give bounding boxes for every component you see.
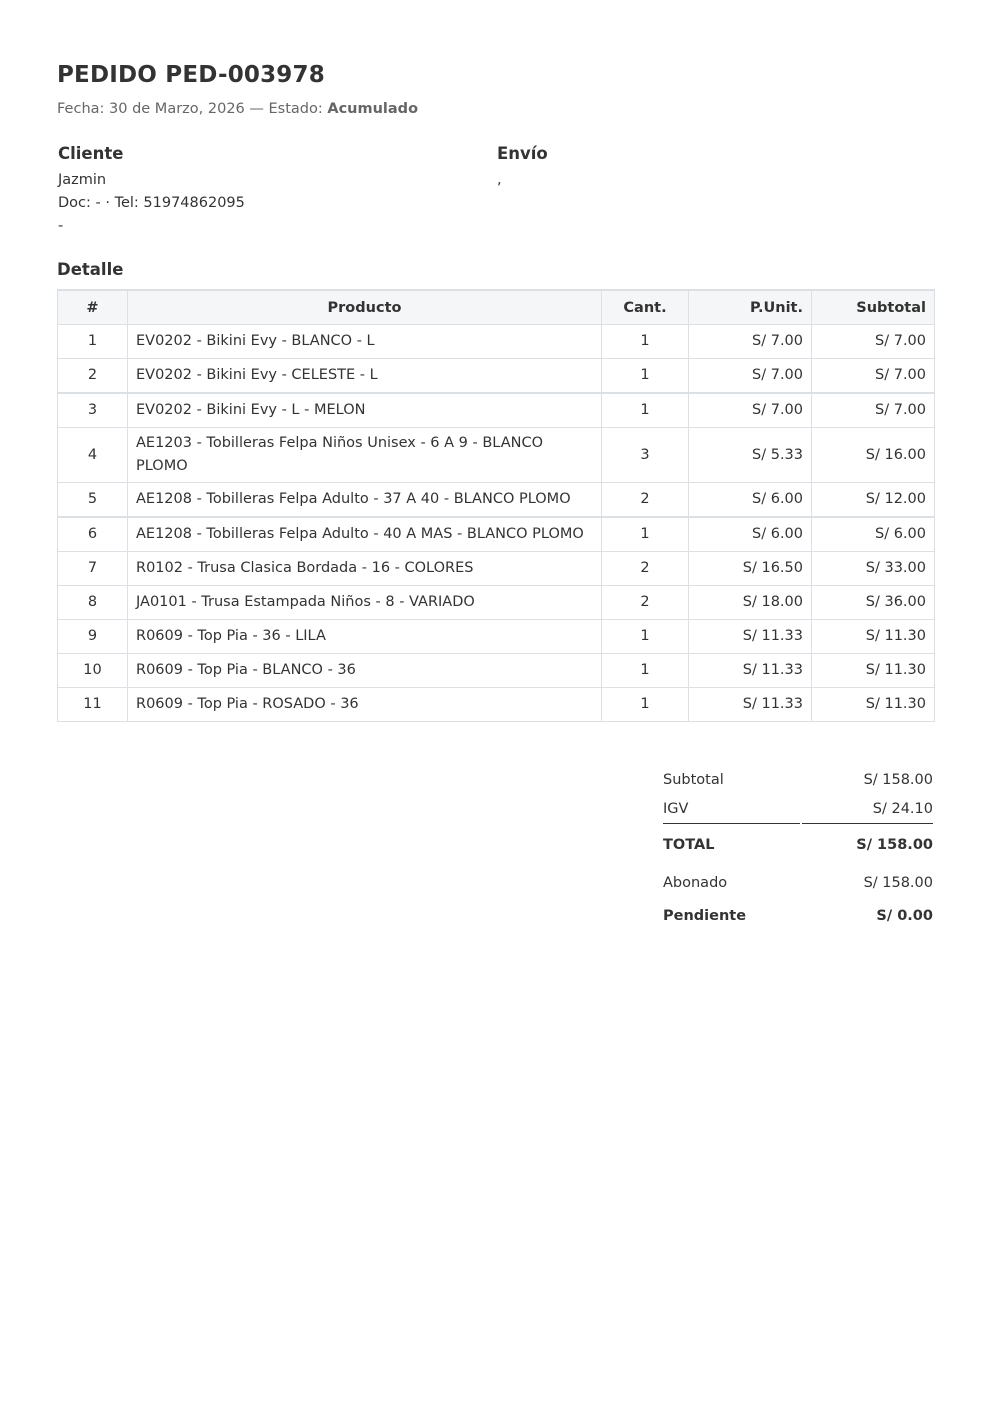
page-title: PEDIDO PED-003978 bbox=[57, 62, 325, 88]
cell-product: AE1208 - Tobilleras Felpa Adulto - 37 A 40 - BLANCO PLOMO bbox=[128, 483, 602, 518]
client-name: Jazmin bbox=[58, 172, 107, 188]
cell-number: 4 bbox=[58, 428, 128, 483]
cell-number: 5 bbox=[58, 483, 128, 518]
igv-value: S/ 24.10 bbox=[872, 801, 933, 817]
cell-product: EV0202 - Bikini Evy - BLANCO - L bbox=[128, 325, 602, 359]
subtotal-label: Subtotal bbox=[663, 772, 724, 788]
cell-product: AE1203 - Tobilleras Felpa Niños Unisex - 6 A 9 - BLANCO PLOMO bbox=[128, 428, 602, 483]
table-row bbox=[58, 552, 935, 586]
client-heading: Cliente bbox=[58, 144, 124, 163]
cell-quantity: 1 bbox=[602, 517, 689, 552]
cell-number: 7 bbox=[58, 552, 128, 586]
table-row bbox=[58, 688, 935, 722]
column-header-quantity: Cant. bbox=[602, 290, 689, 325]
total-row bbox=[663, 834, 933, 856]
subtotal-row bbox=[663, 766, 933, 797]
cell-quantity: 2 bbox=[602, 586, 689, 620]
cell-product: R0609 - Top Pia - 36 - LILA bbox=[128, 620, 602, 654]
cell-product: JA0101 - Trusa Estampada Niños - 8 - VARIADO bbox=[128, 586, 602, 620]
client-doc-phone: Doc: - · Tel: 51974862095 bbox=[58, 195, 245, 211]
cell-unit-price: S/ 6.00 bbox=[689, 517, 812, 552]
cell-unit-price: S/ 6.00 bbox=[689, 483, 812, 518]
table-row bbox=[58, 428, 935, 483]
divider-left bbox=[663, 823, 800, 824]
cell-quantity: 1 bbox=[602, 325, 689, 359]
column-header-number: # bbox=[58, 290, 128, 325]
cell-unit-price: S/ 5.33 bbox=[689, 428, 812, 483]
cell-unit-price: S/ 16.50 bbox=[689, 552, 812, 586]
order-meta bbox=[57, 101, 418, 117]
table-row bbox=[58, 393, 935, 428]
cell-product: EV0202 - Bikini Evy - CELESTE - L bbox=[128, 359, 602, 394]
paid-row bbox=[663, 872, 933, 894]
cell-number: 3 bbox=[58, 393, 128, 428]
paid-label: Abonado bbox=[663, 875, 728, 891]
cell-subtotal: S/ 11.30 bbox=[812, 654, 935, 688]
order-date: 30 de Marzo, 2026 bbox=[109, 101, 245, 117]
table-row bbox=[58, 359, 935, 394]
cell-unit-price: S/ 7.00 bbox=[689, 359, 812, 394]
items-table bbox=[57, 289, 935, 722]
cell-subtotal: S/ 11.30 bbox=[812, 620, 935, 654]
igv-label: IGV bbox=[663, 801, 689, 817]
cell-number: 10 bbox=[58, 654, 128, 688]
table-header-row bbox=[58, 290, 935, 325]
divider-right bbox=[802, 823, 933, 824]
column-header-unit-price: P.Unit. bbox=[689, 290, 812, 325]
cell-number: 9 bbox=[58, 620, 128, 654]
cell-product: AE1208 - Tobilleras Felpa Adulto - 40 A MAS - BLANCO PLOMO bbox=[128, 517, 602, 552]
column-header-product: Producto bbox=[128, 290, 602, 325]
shipping-address: , bbox=[497, 172, 502, 188]
total-value: S/ 158.00 bbox=[856, 837, 933, 853]
cell-number: 11 bbox=[58, 688, 128, 722]
shipping-heading: Envío bbox=[497, 144, 548, 163]
status-prefix: — Estado: bbox=[244, 101, 328, 117]
cell-subtotal: S/ 7.00 bbox=[812, 393, 935, 428]
table-row bbox=[58, 620, 935, 654]
shipping-section bbox=[497, 144, 917, 192]
cell-quantity: 1 bbox=[602, 654, 689, 688]
cell-subtotal: S/ 12.00 bbox=[812, 483, 935, 518]
cell-quantity: 1 bbox=[602, 393, 689, 428]
cell-quantity: 2 bbox=[602, 483, 689, 518]
cell-subtotal: S/ 33.00 bbox=[812, 552, 935, 586]
detail-heading: Detalle bbox=[57, 260, 124, 279]
cell-subtotal: S/ 6.00 bbox=[812, 517, 935, 552]
total-label: TOTAL bbox=[663, 837, 715, 853]
pending-label: Pendiente bbox=[663, 908, 747, 924]
table-row bbox=[58, 586, 935, 620]
table-row bbox=[58, 517, 935, 552]
pending-row bbox=[663, 905, 933, 927]
total-divider bbox=[663, 823, 933, 824]
cell-unit-price: S/ 11.33 bbox=[689, 620, 812, 654]
cell-subtotal: S/ 36.00 bbox=[812, 586, 935, 620]
date-prefix: Fecha: bbox=[57, 101, 110, 117]
client-section bbox=[58, 144, 478, 238]
cell-unit-price: S/ 7.00 bbox=[689, 393, 812, 428]
client-extra: - bbox=[58, 218, 64, 234]
cell-number: 2 bbox=[58, 359, 128, 394]
cell-quantity: 3 bbox=[602, 428, 689, 483]
cell-number: 1 bbox=[58, 325, 128, 359]
table-row bbox=[58, 483, 935, 518]
cell-product: R0102 - Trusa Clasica Bordada - 16 - COLORES bbox=[128, 552, 602, 586]
igv-row bbox=[663, 797, 933, 821]
order-status: Acumulado bbox=[327, 101, 419, 117]
paid-value: S/ 158.00 bbox=[863, 875, 933, 891]
cell-subtotal: S/ 7.00 bbox=[812, 325, 935, 359]
cell-quantity: 1 bbox=[602, 620, 689, 654]
cell-subtotal: S/ 7.00 bbox=[812, 359, 935, 394]
cell-quantity: 2 bbox=[602, 552, 689, 586]
table-row bbox=[58, 325, 935, 359]
cell-product: EV0202 - Bikini Evy - L - MELON bbox=[128, 393, 602, 428]
cell-unit-price: S/ 7.00 bbox=[689, 325, 812, 359]
cell-unit-price: S/ 11.33 bbox=[689, 654, 812, 688]
cell-unit-price: S/ 18.00 bbox=[689, 586, 812, 620]
cell-subtotal: S/ 16.00 bbox=[812, 428, 935, 483]
cell-product: R0609 - Top Pia - ROSADO - 36 bbox=[128, 688, 602, 722]
cell-quantity: 1 bbox=[602, 359, 689, 394]
cell-unit-price: S/ 11.33 bbox=[689, 688, 812, 722]
cell-quantity: 1 bbox=[602, 688, 689, 722]
cell-product: R0609 - Top Pia - BLANCO - 36 bbox=[128, 654, 602, 688]
subtotal-value: S/ 158.00 bbox=[863, 772, 933, 788]
totals-summary bbox=[663, 766, 933, 927]
pending-value: S/ 0.00 bbox=[876, 908, 933, 924]
cell-number: 8 bbox=[58, 586, 128, 620]
table-row bbox=[58, 654, 935, 688]
cell-number: 6 bbox=[58, 517, 128, 552]
column-header-subtotal: Subtotal bbox=[812, 290, 935, 325]
cell-subtotal: S/ 11.30 bbox=[812, 688, 935, 722]
